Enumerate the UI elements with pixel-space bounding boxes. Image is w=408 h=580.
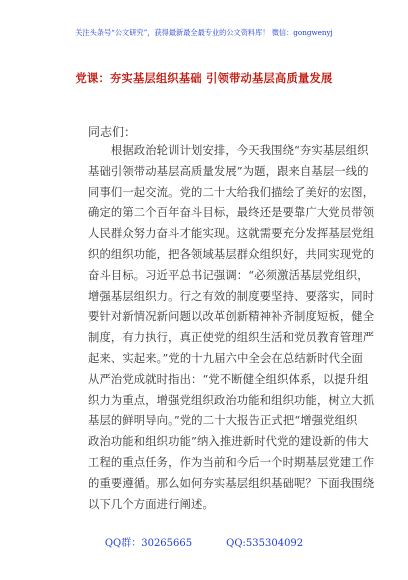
body-line: 增强基层组织力。行之有效的制度要坚持、要落实，同时 <box>88 289 375 303</box>
body-line: 的重要遵循。那么如何夯实基层组织基础呢？下面我围绕 <box>88 476 375 490</box>
greeting: 同志们： <box>88 125 137 139</box>
body-line: 确定的第二个百年奋斗目标，最终还是要靠广大党员带领 <box>88 206 375 220</box>
header-note: 关注头条号“公文研究”，获得最新最全最专业的公文资料库！ 微信：gongwenyj <box>75 28 333 37</box>
body-line: 织力为重点，增强党组织政治功能和组织功能，树立大抓 <box>88 393 375 407</box>
body-line: 织的组织功能，把各领域基层群众组织好，共同实现党的 <box>88 247 375 261</box>
body-line: 起来、实起来。”党的十九届六中全会在总结新时代全面 <box>88 351 364 365</box>
footer-contact <box>0 534 408 549</box>
body-line: 政治功能和组织功能”纳入推进新时代党的建设新的伟大 <box>88 435 369 449</box>
body-line: 工程的重点任务，作为当前和今后一个时期基层党建工作 <box>88 455 375 469</box>
body-line: 奋斗目标。习近平总书记强调：“必须激活基层党组织， <box>88 268 369 282</box>
footer-qq-number: QQ:535304092 <box>226 538 304 549</box>
body-line: 人民群众努力奋斗才能实现。这就需要充分发挥基层党组 <box>88 227 375 241</box>
body-line: 根据政治轮训计划安排，今天我围绕“夯实基层组织 <box>88 144 369 157</box>
page-title: 党课：夯实基层组织基础 引领带动基层高质量发展 <box>75 71 333 85</box>
footer-qq-group: QQ群：30265665 <box>104 538 193 549</box>
body-line: 基础引领带动基层高质量发展”为题，跟来自基层一线的 <box>88 164 369 178</box>
body-line: 制度，有力执行，真正使党的组织生活和党员教育管理严 <box>88 331 375 345</box>
body-line: 基层的鲜明导向。”党的二十大报告正式把“增强党组织 <box>88 414 358 428</box>
body-line: 同事们一起交流。党的二十大给我们描绘了美好的宏图， <box>88 185 375 199</box>
body-line: 以下几个方面进行阐述。 <box>88 497 214 511</box>
body-line: 从严治党成就时指出：“党不断健全组织体系，以提升组 <box>88 372 369 386</box>
body-line: 要针对新情况新问题以改革创新精神补齐制度短板，健全 <box>88 310 375 324</box>
body-text <box>88 141 375 515</box>
